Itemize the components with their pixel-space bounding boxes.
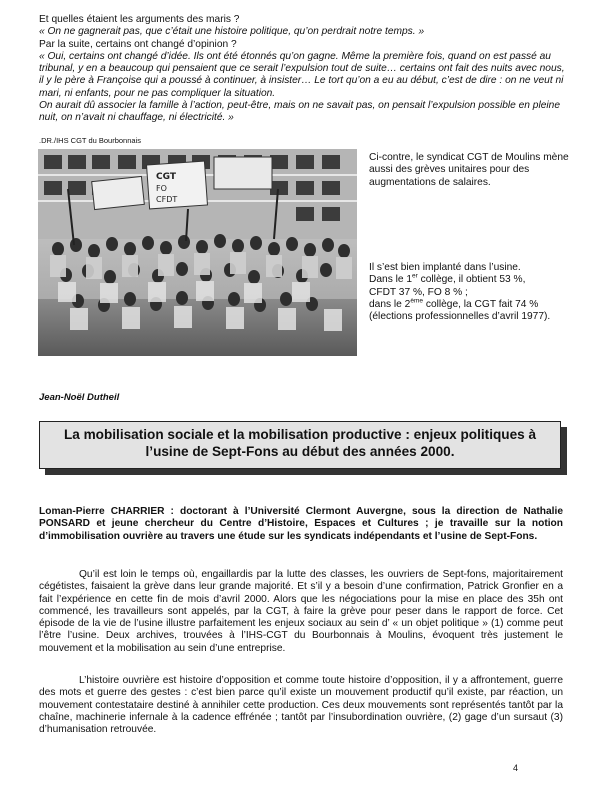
caption-2-superscript-1: er	[412, 272, 418, 280]
caption-2-line-4	[369, 299, 574, 311]
caption-2-line-2-a: Dans le 1	[369, 274, 413, 286]
interview-excerpt	[39, 14, 569, 125]
body-paragraph-2-text: L’histoire ouvrière est histoire d’opposition et comme toute histoire d’opposition, il y a affrontement, guerre des mots et guerre des gestes : c’est bien parce qu’il existe un mouvement productif qu’il existe, par réaction, un mouvement contestataire destiné à annihiler cette production. Ces deux mouvements sont représentés tantôt par la chaîne, machinerie infernale à la cadence effrénée ; tantôt par l’insubordination ouvrière, (2) gage d’un sursaut (3) d’humanisation retrouvée.	[39, 675, 563, 736]
caption-2-line-2-b: collège, il obtient 53 %,	[417, 274, 526, 286]
answer-3: On aurait dû associer la famille à l’action, peut-être, mais on ne savait pas, on pensait l’expulsion possible en pleine nuit, on n’avait ni chauffage, ni électricité. »	[39, 100, 560, 124]
author-signature: Jean-Noël Dutheil	[39, 392, 120, 403]
photo-caption-2	[369, 262, 574, 323]
placard-text-cfdt: CFDT	[156, 195, 178, 204]
caption-2-line-3: CFDT 37 %, FO 8 % ;	[369, 286, 468, 298]
caption-2-line-5: (élections professionnelles d’avril 1977).	[369, 311, 551, 323]
caption-2-line-2	[369, 274, 574, 286]
question-2: Par la suite, certains ont changé d’opinion ?	[39, 38, 237, 50]
placard-cgt	[147, 161, 208, 209]
question-1: Et quelles étaient les arguments des maris ?	[39, 14, 240, 25]
article-title: La mobilisation sociale et la mobilisation productive : enjeux politiques à l’usine de Sept-Fons au début des années 2000.	[63, 427, 537, 459]
body-paragraph-2	[39, 675, 563, 736]
author-bio: Loman-Pierre CHARRIER : doctorant à l’Université Clermont Auvergne, sous la direction de Nathalie PONSARD et jeune chercheur du Centre d’Histoire, Espaces et Cultures ; je travaille sur la notion d’immobilisation ouvrière au travers une étude sur les syndicats indépendants et l’usine de Sept-Fons.	[39, 506, 563, 542]
placard-right	[214, 157, 272, 189]
article-title-box	[39, 421, 561, 469]
photo-caption-1: Ci-contre, le syndicat CGT de Moulins mène aussi des grèves unitaires pour des augmentations de salaires.	[369, 152, 569, 188]
caption-2-line-4-a: dans le 2	[369, 298, 411, 310]
answer-2: « Oui, certains ont changé d’idée. Ils ont été étonnés qu’on gagne. Même la première fois, quand on est passé au tribunal, y en a beaucoup qui pensaient que ce serait l’expulsion tout de suite… certains ont fait des nuits avec nous, il y le père à Françoise qui a poussé à continuer, à insister… Le tort qu’on a eu au début, c’est de dire : on ne veut ni mari, ni enfants, pour ne pas compliquer la situation.	[39, 50, 565, 99]
page-number: 4	[513, 763, 519, 773]
body-paragraph-1	[39, 569, 563, 655]
caption-2-line-4-b: collège, la CGT fait 74 %	[423, 298, 539, 310]
strike-photo-drawing	[38, 149, 357, 356]
placard-text-cgt: CGT	[156, 172, 176, 182]
placard-left	[92, 176, 145, 209]
photo-credit: .DR./IHS CGT du Bourbonnais	[39, 136, 141, 145]
strike-photo	[38, 149, 357, 356]
answer-1: « On ne gagnerait pas, que c’était une histoire politique, qu’on perdrait notre temps. »	[39, 26, 425, 38]
caption-2-superscript-2: ème	[410, 297, 424, 305]
placard-text-fo: FO	[156, 184, 167, 193]
caption-2-line-1: Il s’est bien implanté dans l’usine.	[369, 262, 521, 273]
body-paragraph-1-text: Qu’il est loin le temps où, engaillardis par la lutte des classes, les ouvriers de Sept-fons, majoritairement cégétistes, faisaient la grève dans leur grande majorité. Et s’il y a besoin d’une confirmation, Patrick Gronfier en a fait l’expérience en cette fin de mois d’avril 2000. Alors que les négociations pour la mise en place des 35h ont commencé, les travailleurs sont appelés, par la CGT, à faire la grève pour peser dans le rapport de force. Cet épisode de la vie de l’usine illustre parfaitement les enjeux sociaux au sein d’ « un objet politique » (1) comme peut l’être l’usine. Deux archives, trouvées à l’IHS-CGT du Bourbonnais à Moulins, évoquent très justement le mouvement et la mobilisation au sein d’une entreprise.	[39, 569, 563, 654]
